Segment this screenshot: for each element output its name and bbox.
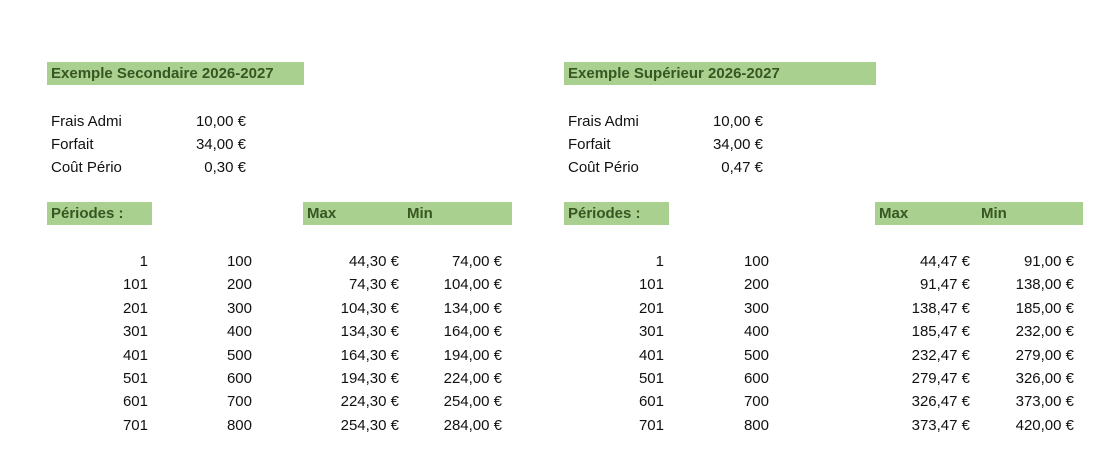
param-label-frais: Frais Admi [51, 113, 122, 130]
param-value-frais: 10,00 € [195, 113, 246, 130]
from-cell: 701 [122, 416, 148, 434]
max-min-header-bar [303, 202, 512, 225]
min-cell: 232,00 € [1015, 323, 1074, 341]
max-min-header-bar [875, 202, 1083, 225]
from-cell: 401 [638, 346, 664, 364]
max-cell: 232,47 € [911, 346, 970, 364]
min-cell: 138,00 € [1015, 276, 1074, 294]
to-cell: 400 [226, 323, 252, 341]
to-cell: 500 [743, 346, 769, 364]
to-cell: 800 [226, 416, 252, 434]
to-cell: 100 [226, 253, 252, 270]
max-cell: 164,30 € [340, 346, 399, 364]
from-cell: 301 [122, 323, 148, 341]
max-cell: 373,47 € [911, 416, 970, 434]
param-label-forfait: Forfait [568, 136, 611, 153]
min-cell: 104,00 € [443, 276, 502, 294]
section-title-superieur: Exemple Supérieur 2026-2027 [564, 62, 876, 85]
to-cell: 200 [226, 276, 252, 294]
min-cell: 224,00 € [443, 370, 502, 387]
to-cell: 700 [743, 393, 769, 411]
min-cell: 74,00 € [451, 253, 502, 270]
from-cell: 101 [638, 276, 664, 294]
max-cell: 44,47 € [919, 253, 970, 270]
max-cell: 185,47 € [911, 323, 970, 341]
max-cell: 194,30 € [340, 370, 399, 387]
min-header: Min [981, 205, 1007, 222]
from-cell: 101 [122, 276, 148, 294]
from-cell: 1 [655, 253, 664, 270]
max-cell: 74,30 € [348, 276, 399, 294]
max-header: Max [307, 205, 337, 222]
min-cell: 164,00 € [443, 323, 502, 341]
param-value-frais: 10,00 € [712, 113, 763, 130]
to-cell: 300 [226, 299, 252, 317]
to-cell: 400 [743, 323, 769, 341]
min-cell: 185,00 € [1015, 299, 1074, 317]
max-cell: 44,30 € [348, 253, 399, 270]
max-header: Max [879, 205, 909, 222]
param-value-forfait: 34,00 € [195, 136, 246, 153]
max-cell: 138,47 € [911, 299, 970, 317]
min-cell: 373,00 € [1015, 393, 1074, 411]
to-cell: 600 [743, 370, 769, 387]
from-cell: 701 [638, 416, 664, 434]
from-cell: 301 [638, 323, 664, 341]
from-cell: 201 [122, 299, 148, 317]
to-cell: 600 [226, 370, 252, 387]
param-label-cout: Coût Pério [568, 159, 639, 176]
param-label-forfait: Forfait [51, 136, 94, 153]
from-cell: 201 [638, 299, 664, 317]
param-value-forfait: 34,00 € [712, 136, 763, 153]
to-cell: 200 [743, 276, 769, 294]
min-cell: 134,00 € [443, 299, 502, 317]
max-cell: 254,30 € [340, 416, 399, 434]
from-cell: 601 [122, 393, 148, 411]
min-cell: 254,00 € [443, 393, 502, 411]
min-cell: 279,00 € [1015, 346, 1074, 364]
param-label-frais: Frais Admi [568, 113, 639, 130]
max-cell: 326,47 € [911, 393, 970, 411]
min-cell: 91,00 € [1023, 253, 1074, 270]
max-cell: 104,30 € [340, 299, 399, 317]
param-label-cout: Coût Pério [51, 159, 122, 176]
max-cell: 279,47 € [911, 370, 970, 387]
min-header: Min [407, 205, 433, 222]
max-cell: 91,47 € [919, 276, 970, 294]
to-cell: 700 [226, 393, 252, 411]
param-value-cout: 0,30 € [204, 159, 246, 176]
from-cell: 401 [122, 346, 148, 364]
to-cell: 800 [743, 416, 769, 434]
param-value-cout: 0,47 € [721, 159, 763, 176]
to-cell: 100 [743, 253, 769, 270]
to-cell: 300 [743, 299, 769, 317]
periods-header: Périodes : [47, 202, 152, 225]
min-cell: 194,00 € [443, 346, 502, 364]
from-cell: 1 [139, 253, 148, 270]
section-title-secondaire: Exemple Secondaire 2026-2027 [47, 62, 304, 85]
min-cell: 326,00 € [1015, 370, 1074, 387]
from-cell: 501 [122, 370, 148, 387]
max-cell: 224,30 € [340, 393, 399, 411]
from-cell: 601 [638, 393, 664, 411]
max-cell: 134,30 € [340, 323, 399, 341]
min-cell: 420,00 € [1015, 416, 1074, 434]
periods-header: Périodes : [564, 202, 669, 225]
from-cell: 501 [638, 370, 664, 387]
to-cell: 500 [226, 346, 252, 364]
min-cell: 284,00 € [443, 416, 502, 434]
